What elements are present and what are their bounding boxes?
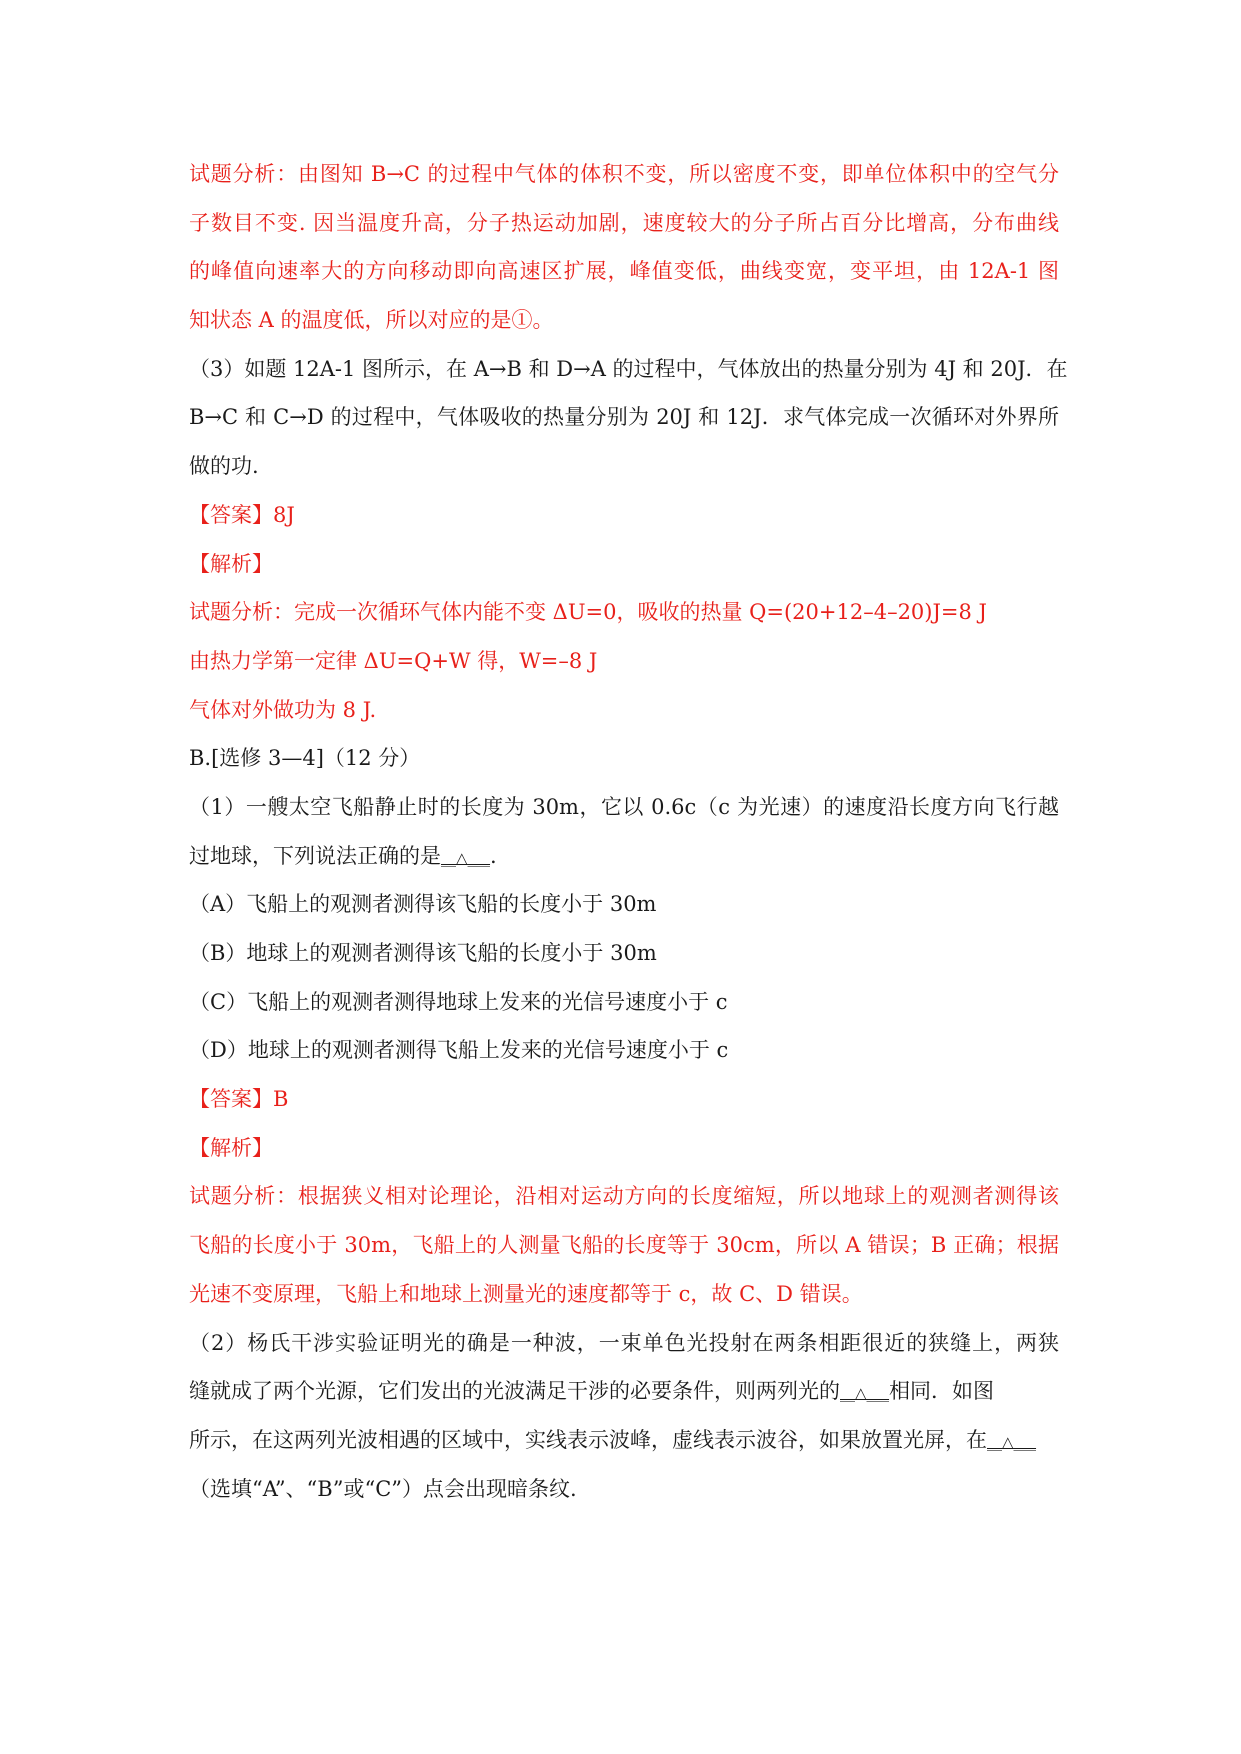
- answer-blank: __△___: [441, 848, 491, 867]
- analysis-label-b1: 【解析】: [189, 1135, 273, 1160]
- answer-label-b1: 【答案】B: [189, 1087, 289, 1112]
- option-b: （B）地球上的观测者测得该飞船的长度小于 30m: [189, 941, 657, 965]
- option-d: （D）地球上的观测者测得飞船上发来的光信号速度小于 c: [189, 1038, 729, 1063]
- analysis-b1-line-2: 飞船的长度小于 30m，飞船上的人测量飞船的长度等于 30cm，所以 A 错误；B 正确；根据: [189, 1233, 1059, 1258]
- analysis-q3-line-1: 试题分析：完成一次循环气体内能不变 ΔU=0，吸收的热量 Q=(20+12–4–20)J=8 J: [189, 600, 987, 625]
- question-3-line-2: B→C 和 C→D 的过程中，气体吸收的热量分别为 20J 和 12J．求气体完成一次循环对外界所: [189, 405, 1059, 430]
- question-b2-text-2: 相同．如图: [889, 1379, 995, 1404]
- answer-label-q3: 【答案】8J: [189, 502, 295, 527]
- document-page: [189, 150, 1068, 1513]
- question-b2-line-3: [189, 1416, 1059, 1465]
- analysis-line-4: 知状态 A 的温度低，所以对应的是①。: [189, 308, 554, 333]
- analysis-line-2: 子数目不变. 因当温度升高，分子热运动加剧，速度较大的分子所占百分比增高，分布曲线: [189, 210, 1059, 235]
- question-b2-text-1: 缝就成了两个光源，它们发出的光波满足干涉的必要条件，则两列光的: [189, 1379, 840, 1404]
- analysis-b1-line-3: 光速不变原理，飞船上和地球上测量光的速度都等于 c，故 C、D 错误。: [189, 1281, 863, 1306]
- question-b2-line-2: [189, 1367, 1059, 1416]
- analysis-q3-line-3: 气体对外做功为 8 J.: [189, 697, 377, 722]
- question-b1-text-end: .: [490, 843, 497, 868]
- question-b1-line-2: [189, 832, 1059, 881]
- option-c: （C）飞船上的观测者测得地球上发来的光信号速度小于 c: [189, 989, 728, 1014]
- analysis-label-q3: 【解析】: [189, 551, 273, 576]
- question-b1-text: 过地球，下列说法正确的是: [189, 843, 441, 868]
- question-b2-text-3: 所示，在这两列光波相遇的区域中，实线表示波峰，虚线表示波谷，如果放置光屏，在: [189, 1427, 987, 1452]
- question-3-line-1: （3）如题 12A-1 图所示，在 A→B 和 D→A 的过程中，气体放出的热量分别为 4J 和 20J．在: [189, 356, 1068, 381]
- analysis-q3-line-2: 由热力学第一定律 ΔU=Q+W 得，W=–8 J: [189, 648, 598, 673]
- section-heading-b: B.[选修 3—4]（12 分）: [189, 746, 421, 771]
- question-b1-line-1: （1）一艘太空飞船静止时的长度为 30m，它以 0.6c（c 为光速）的速度沿长度方向飞行越: [189, 794, 1059, 819]
- question-b2-line-1: （2）杨氏干涉实验证明光的确是一种波，一束单色光投射在两条相距很近的狭缝上，两狭: [189, 1330, 1059, 1355]
- option-a: （A）飞船上的观测者测得该飞船的长度小于 30m: [189, 892, 657, 917]
- answer-blank: __△___: [987, 1432, 1037, 1451]
- answer-blank: __△___: [840, 1384, 890, 1403]
- analysis-line-3: 的峰值向速率大的方向移动即向高速区扩展，峰值变低，曲线变宽，变平坦，由 12A-1 图: [189, 259, 1059, 284]
- question-3-line-3: 做的功.: [189, 454, 259, 479]
- analysis-line-1: 试题分析：由图知 B→C 的过程中气体的体积不变，所以密度不变，即单位体积中的空气分: [189, 162, 1059, 186]
- analysis-b1-line-1: 试题分析：根据狭义相对论理论，沿相对运动方向的长度缩短，所以地球上的观测者测得该: [189, 1184, 1059, 1209]
- question-b2-line-4: （选填“A”、“B”或“C”）点会出现暗条纹.: [189, 1476, 577, 1501]
